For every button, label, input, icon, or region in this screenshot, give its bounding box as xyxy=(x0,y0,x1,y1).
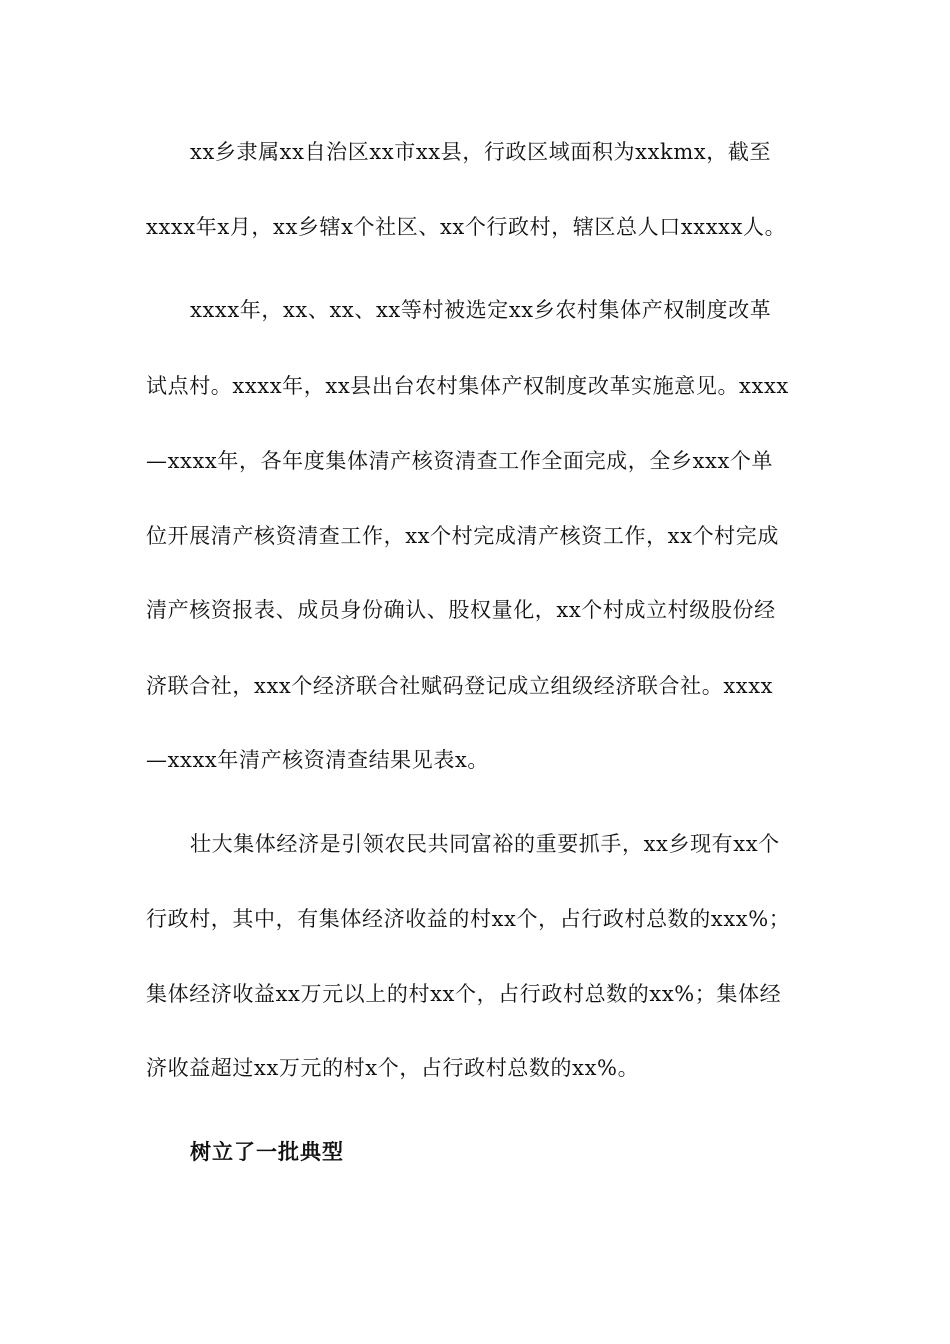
text-line: —xxxx年，各年度集体清产核资清查工作全面完成，全乡xxx个单 xyxy=(146,449,774,473)
text-line: —xxxx年清产核资清查结果见表x。 xyxy=(146,748,490,772)
section-heading-text: 树立了一批典型 xyxy=(190,1139,344,1164)
text-line: 试点村。xxxx年，xx县出台农村集体产权制度改革实施意见。xxxx xyxy=(146,374,789,398)
text-line: xx乡隶属xx自治区xx市xx县，行政区域面积为xxkmx，截至 xyxy=(190,140,772,164)
text-line: 集体经济收益xx万元以上的村xx个，占行政村总数的xx%；集体经 xyxy=(146,982,782,1006)
text-line: xxxx年x月，xx乡辖x个社区、xx个行政村，辖区总人口xxxxx人。 xyxy=(146,215,787,239)
text-line: 行政村，其中，有集体经济收益的村xx个，占行政村总数的xxx%； xyxy=(146,907,791,931)
text-line: 清产核资报表、成员身份确认、股权量化，xx个村成立村级股份经 xyxy=(146,598,776,622)
text-line: 济联合社，xxx个经济联合社赋码登记成立组级经济联合社。xxxx xyxy=(146,674,774,698)
text-line: xxxx年，xx、xx、xx等村被选定xx乡农村集体产权制度改革 xyxy=(190,298,772,322)
text-line: 位开展清产核资清查工作，xx个村完成清产核资工作，xx个村完成 xyxy=(146,524,779,548)
text-line: 济收益超过xx万元的村x个，占行政村总数的xx%。 xyxy=(146,1056,640,1080)
text-line: 壮大集体经济是引领农民共同富裕的重要抓手，xx乡现有xx个 xyxy=(190,832,780,856)
